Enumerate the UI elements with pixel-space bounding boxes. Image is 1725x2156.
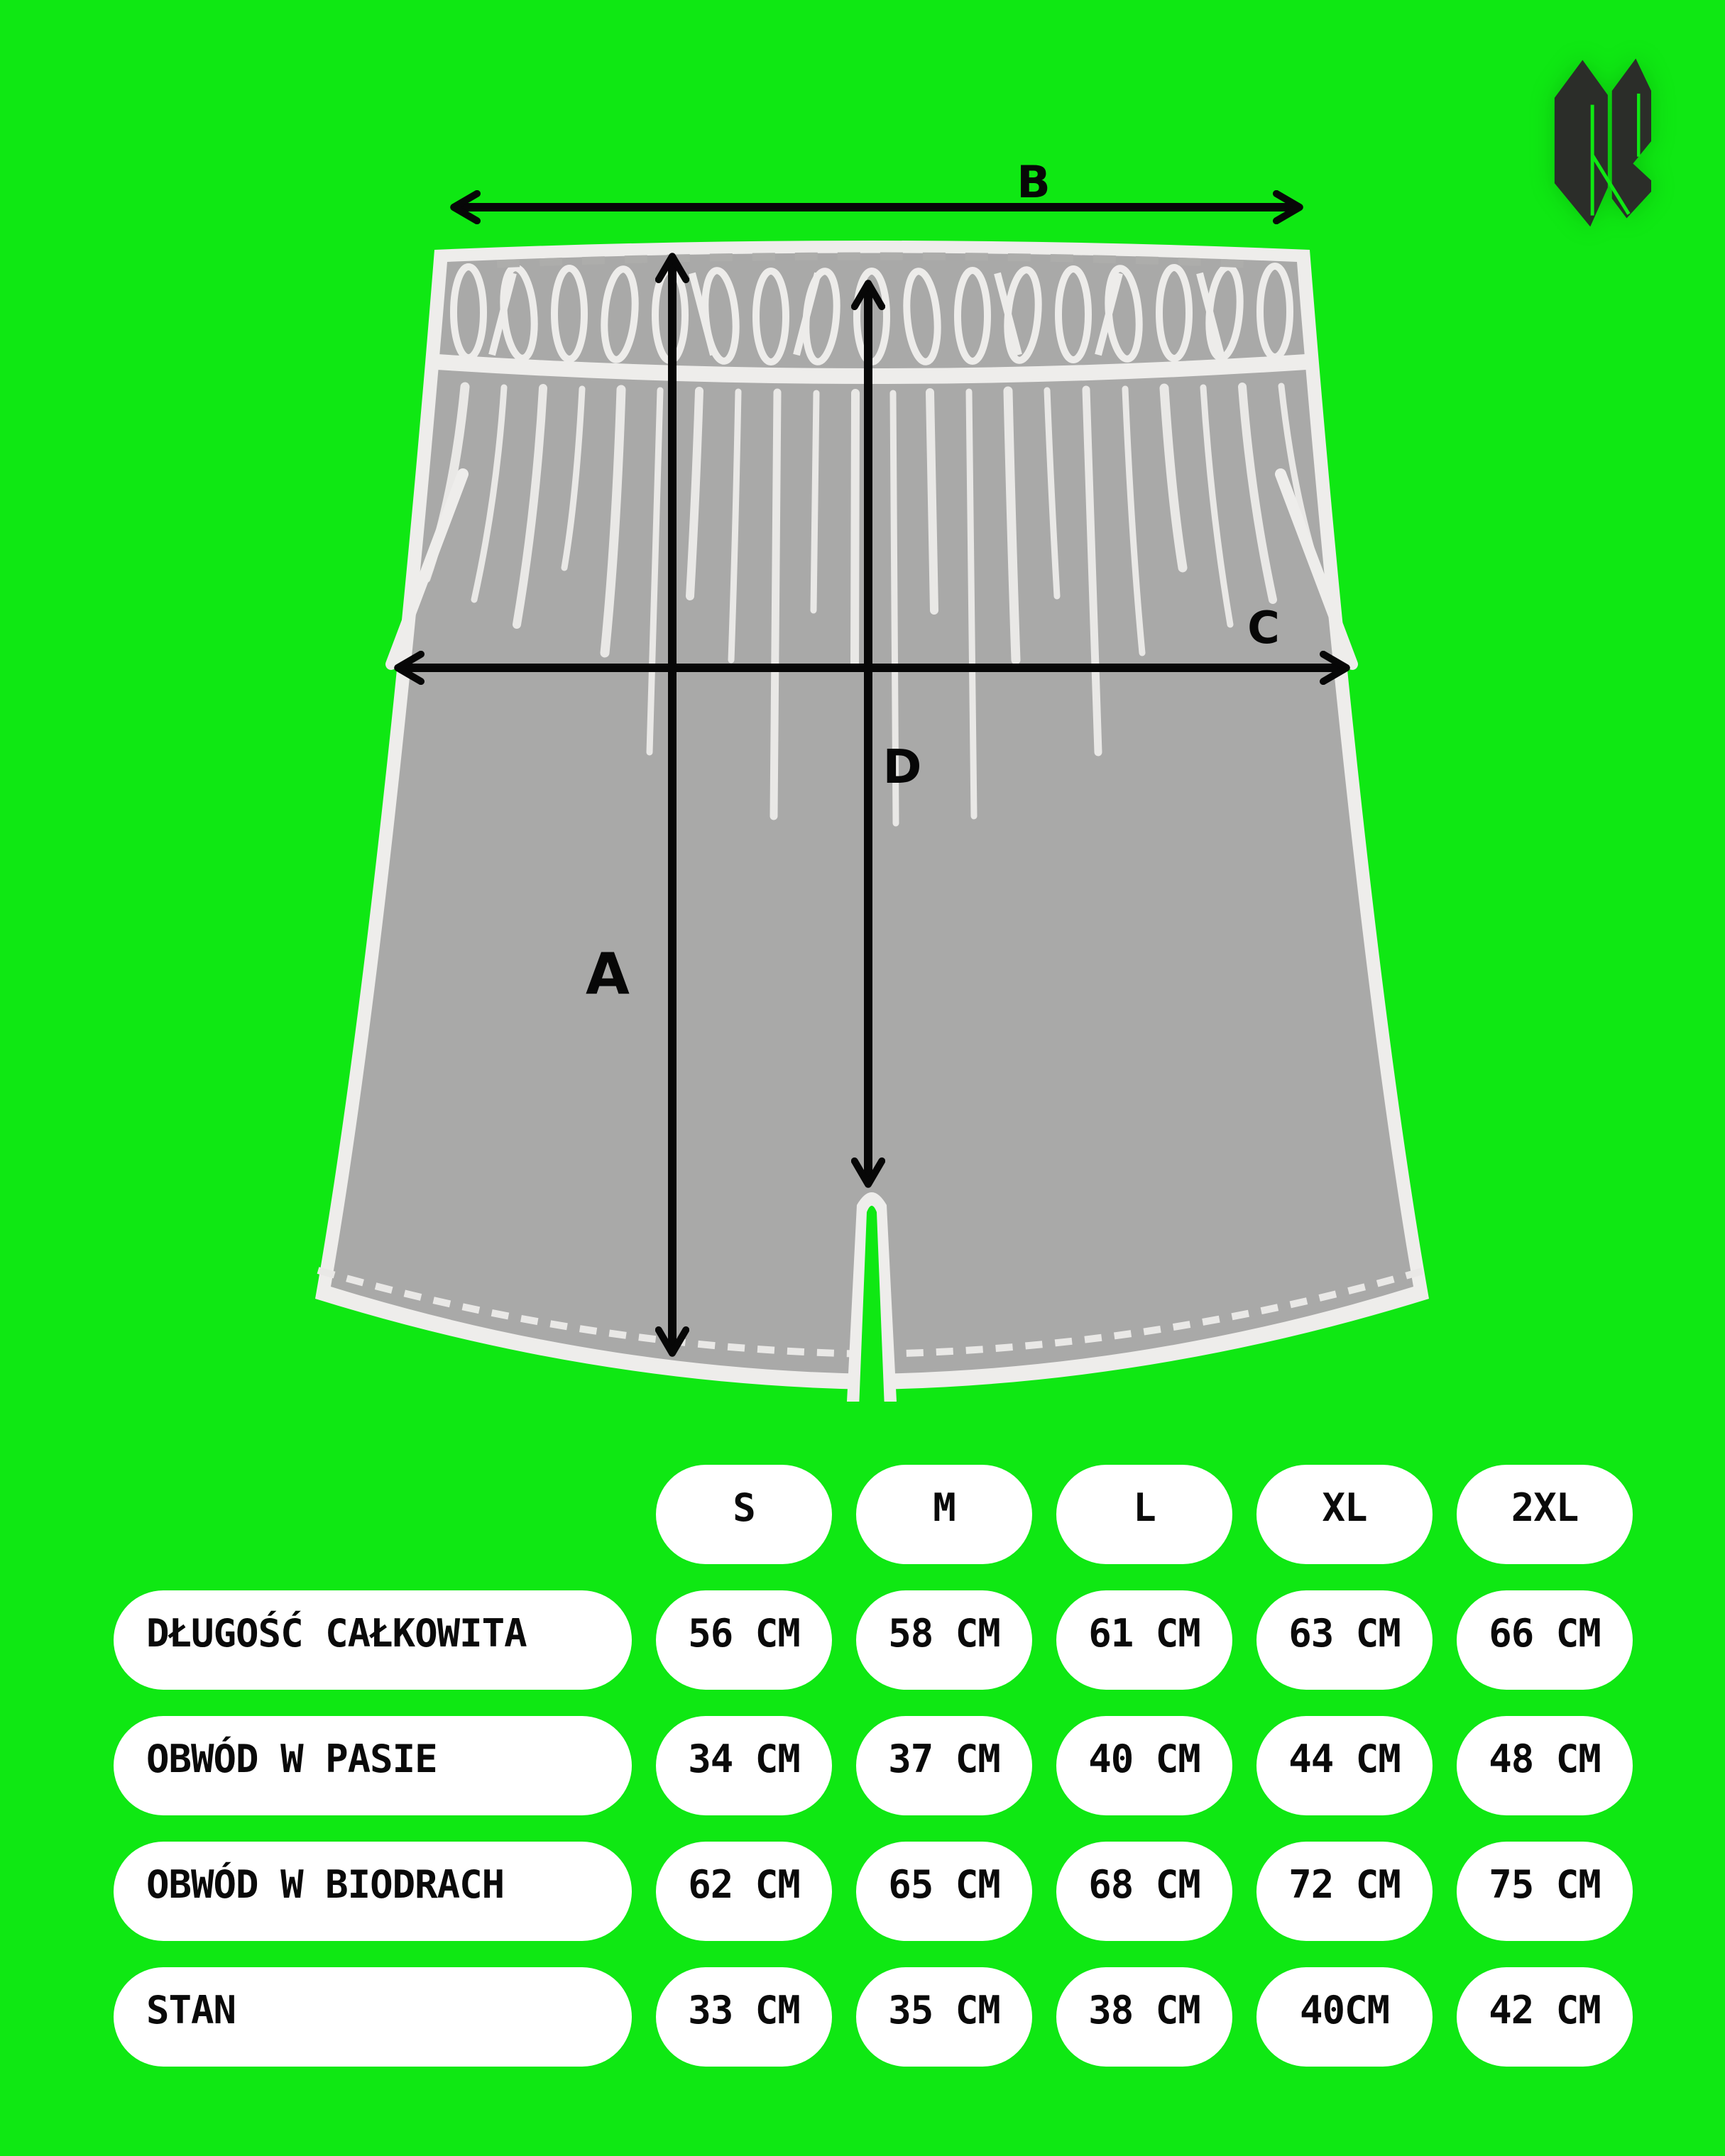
value-total-length-s [656,1590,832,1690]
size-header-l-label: L [1133,1485,1156,1530]
value-rise-l [1056,1967,1232,2067]
value-rise-2xl [1457,1967,1633,2067]
value-text: 44 CM [1288,1736,1401,1781]
value-hips-s [656,1842,832,1941]
size-header-m [856,1465,1032,1564]
row-label-rise [114,1967,632,2067]
size-table [114,1465,1633,2067]
row-label-waist [114,1716,632,1815]
value-total-length-xl [1256,1590,1433,1690]
value-text: 68 CM [1088,1861,1200,1907]
size-header-xl-label: XL [1322,1485,1367,1530]
value-text: 63 CM [1288,1610,1401,1656]
value-hips-xl [1256,1842,1433,1941]
value-text: 33 CM [688,1987,800,2033]
value-waist-s [656,1716,832,1815]
value-text: 42 CM [1489,1987,1601,2033]
size-header-2xl-label: 2XL [1511,1485,1579,1530]
value-text: 66 CM [1489,1610,1601,1656]
value-rise-xl [1256,1967,1433,2067]
row-label-hips [114,1842,632,1941]
row-label-rise-text: STAN [146,1987,236,2033]
value-hips-m [856,1842,1032,1941]
value-total-length-l [1056,1590,1232,1690]
dim-label-c: C [1247,602,1280,654]
value-rise-s [656,1967,832,2067]
value-waist-2xl [1457,1716,1633,1815]
value-text: 37 CM [888,1736,1000,1781]
row-label-total-length [114,1590,632,1690]
value-hips-2xl [1457,1842,1633,1941]
size-header-s [656,1465,832,1564]
value-text: 72 CM [1288,1861,1401,1907]
value-text: 62 CM [688,1861,800,1907]
size-header-l [1056,1465,1232,1564]
value-text: 56 CM [688,1610,800,1656]
value-waist-xl [1256,1716,1433,1815]
header-spacer [114,1465,632,1564]
row-label-waist-text: OBWÓD W PASIE [146,1736,437,1781]
size-header-s-label: S [733,1485,755,1530]
value-text: 75 CM [1489,1861,1601,1907]
value-text: 35 CM [888,1987,1000,2033]
row-label-total-length-text: DŁUGOŚĆ CAŁKOWITA [146,1610,527,1656]
size-header-xl [1256,1465,1433,1564]
row-label-hips-text: OBWÓD W BIODRACH [146,1861,505,1907]
value-text: 40 CM [1088,1736,1200,1781]
value-text: 61 CM [1088,1610,1200,1656]
value-text: 58 CM [888,1610,1000,1656]
value-text: 48 CM [1489,1736,1601,1781]
value-rise-m [856,1967,1032,2067]
value-text: 38 CM [1088,1987,1200,2033]
value-text: 34 CM [688,1736,800,1781]
value-waist-m [856,1716,1032,1815]
size-header-2xl [1457,1465,1633,1564]
dim-label-d: D [882,739,922,794]
value-total-length-2xl [1457,1590,1633,1690]
value-text: 65 CM [888,1861,1000,1907]
value-total-length-m [856,1590,1032,1690]
size-header-m-label: M [933,1485,955,1530]
dim-label-a: A [586,941,630,1007]
brand-monogram-shield-icon [1548,53,1653,229]
dim-label-b: B [1017,156,1051,208]
value-text: 40CM [1299,1987,1390,2033]
value-waist-l [1056,1716,1232,1815]
value-hips-l [1056,1842,1232,1941]
